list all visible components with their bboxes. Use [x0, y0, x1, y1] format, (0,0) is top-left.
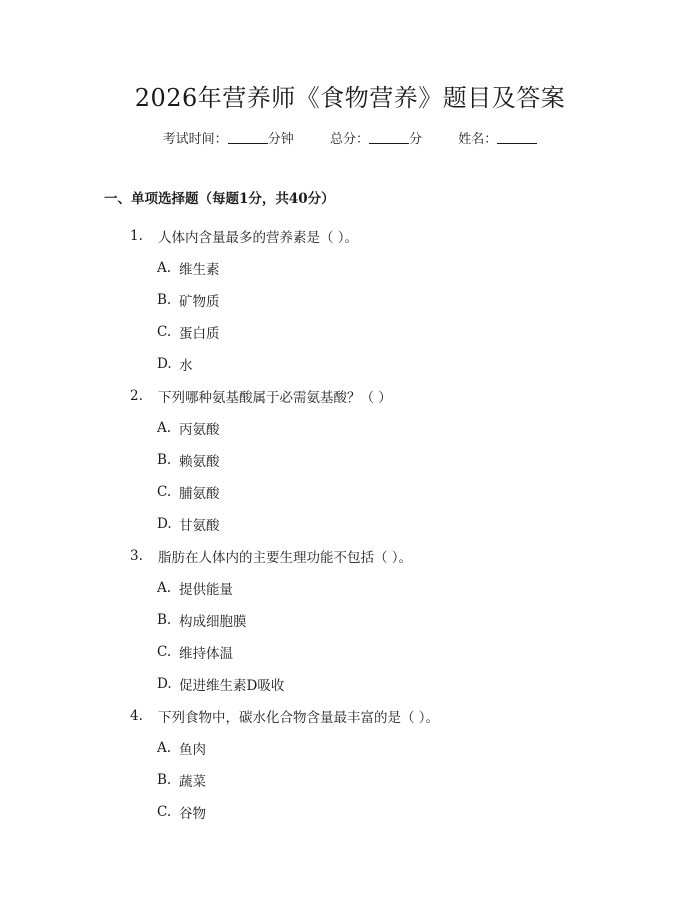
option-text: 蛋白质 — [179, 326, 220, 342]
option-letter: C. — [157, 644, 172, 660]
option-letter: C. — [157, 484, 172, 500]
option-item — [0, 732, 700, 764]
option-text: 蔬菜 — [179, 774, 206, 790]
option-letter: D. — [157, 516, 172, 532]
exam-time-field — [163, 129, 294, 151]
option-text: 维持体温 — [179, 646, 233, 662]
option-text: 脯氨酸 — [179, 486, 220, 502]
question-text: 下列食物中，碳水化合物含量最丰富的是（ ）。 — [158, 710, 440, 726]
total-score-unit: 分 — [409, 132, 423, 147]
question-item — [0, 380, 700, 412]
option-text: 水 — [179, 358, 193, 374]
option-letter: B. — [157, 292, 172, 308]
option-text: 构成细胞膜 — [179, 614, 247, 630]
question-text: 脂肪在人体内的主要生理功能不包括（ ）。 — [158, 550, 413, 566]
option-letter: B. — [157, 612, 172, 628]
option-item — [0, 668, 700, 700]
name-label: 姓名： — [458, 132, 498, 147]
section-heading: 一、单项选择题（每题1分，共40分） — [104, 191, 335, 207]
question-list — [0, 220, 700, 828]
name-blank — [497, 130, 537, 144]
option-letter: D. — [157, 356, 172, 372]
option-item — [0, 796, 700, 828]
option-item — [0, 316, 700, 348]
option-text: 甘氨酸 — [179, 518, 220, 534]
option-text: 提供能量 — [179, 582, 233, 598]
exam-time-label: 考试时间： — [162, 132, 228, 147]
option-item — [0, 348, 700, 380]
total-score-field — [330, 129, 422, 151]
question-item — [0, 220, 700, 252]
question-number: 2. — [130, 388, 143, 404]
option-item — [0, 252, 700, 284]
name-field — [458, 129, 537, 151]
option-letter: A. — [157, 260, 172, 276]
option-text: 矿物质 — [179, 294, 220, 310]
option-text: 鱼肉 — [179, 742, 206, 758]
option-letter: A. — [157, 740, 172, 756]
option-item — [0, 444, 700, 476]
question-text: 下列哪种氨基酸属于必需氨基酸？（ ） — [158, 390, 392, 406]
question-number: 4. — [130, 708, 143, 724]
option-item — [0, 412, 700, 444]
option-letter: A. — [157, 580, 172, 596]
option-item — [0, 508, 700, 540]
question-number: 3. — [130, 548, 143, 564]
question-number: 1. — [130, 228, 143, 244]
option-letter: C. — [157, 804, 172, 820]
option-item — [0, 284, 700, 316]
question-text: 人体内含量最多的营养素是（ ）。 — [158, 230, 359, 246]
option-item — [0, 636, 700, 668]
option-letter: A. — [157, 420, 172, 436]
option-item — [0, 604, 700, 636]
option-letter: B. — [157, 452, 172, 468]
option-text: 维生素 — [179, 262, 220, 278]
question-item — [0, 540, 700, 572]
total-score-label: 总分： — [329, 132, 369, 147]
option-letter: D. — [157, 676, 172, 692]
option-text: 谷物 — [179, 806, 206, 822]
option-letter: B. — [157, 772, 172, 788]
option-text: 赖氨酸 — [179, 454, 220, 470]
question-item — [0, 700, 700, 732]
page-title: 2026年营养师《食物营养》题目及答案 — [134, 84, 566, 112]
option-letter: C. — [157, 324, 172, 340]
option-item — [0, 764, 700, 796]
option-text: 丙氨酸 — [179, 422, 220, 438]
exam-info-line — [0, 129, 700, 151]
exam-time-blank — [228, 130, 268, 144]
total-score-blank — [369, 130, 409, 144]
option-text: 促进维生素D吸收 — [179, 678, 285, 694]
option-item — [0, 572, 700, 604]
exam-time-unit: 分钟 — [267, 132, 294, 147]
option-item — [0, 476, 700, 508]
